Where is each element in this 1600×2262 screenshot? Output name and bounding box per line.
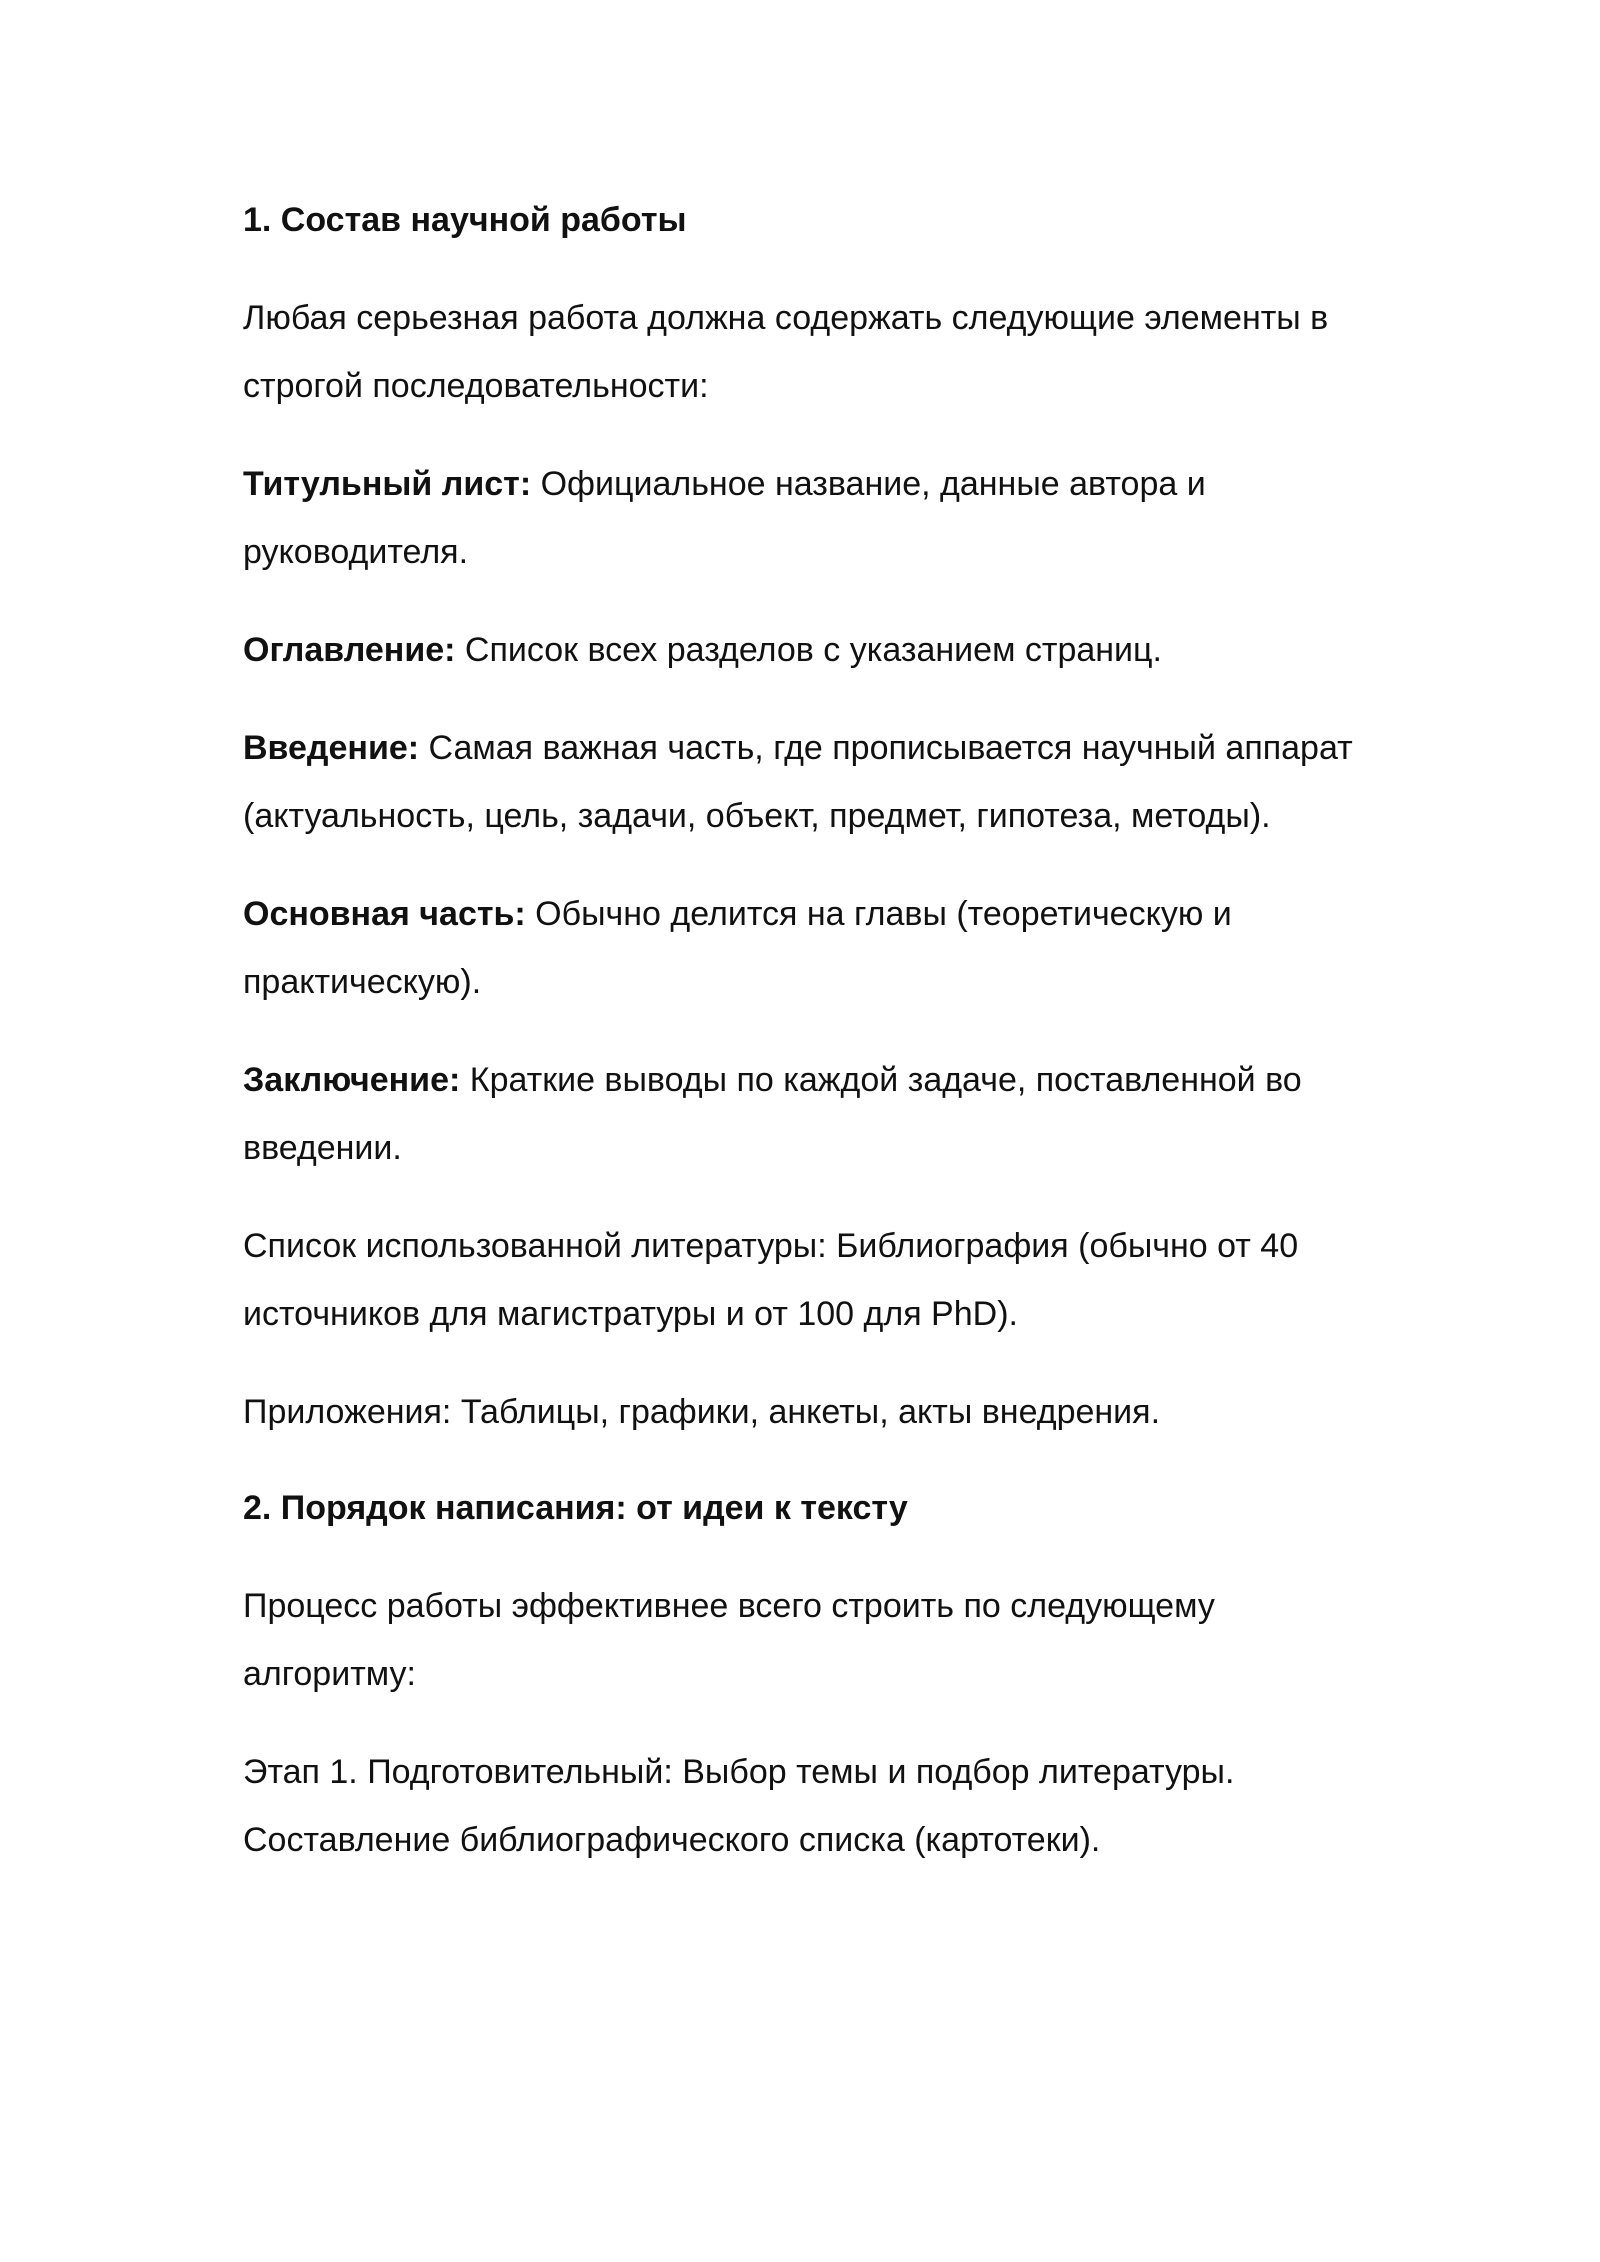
list-item-conclusion: [243, 1046, 1373, 1182]
item-term: Введение:: [243, 729, 420, 767]
document-body: [243, 188, 1373, 1904]
list-item-main-part: [243, 880, 1373, 1016]
item-term: Оглавление:: [243, 631, 456, 669]
item-text: Список всех разделов с указанием страниц.: [455, 631, 1162, 669]
item-text: Обычно делится на главы (теоретическую и практическую).: [243, 895, 1232, 1001]
section-intro-1: Любая серьезная работа должна содержать следующие элементы в строгой последовательности:: [243, 299, 1329, 405]
item-text: Официальное название, данные автора и руководителя.: [243, 465, 1206, 571]
step-1: Этап 1. Подготовительный: Выбор темы и подбор литературы. Составление библиографического списка (картотеки).: [243, 1753, 1235, 1859]
section-heading-2: 2. Порядок написания: от идеи к тексту: [243, 1489, 908, 1527]
item-term: Основная часть:: [243, 895, 526, 933]
list-item-appendices: Приложения: Таблицы, графики, анкеты, акты внедрения.: [243, 1393, 1161, 1431]
list-item-references: Список использованной литературы: Библиография (обычно от 40 источников для магистратуры и от 100 для PhD).: [243, 1227, 1299, 1333]
list-item-introduction: [243, 714, 1373, 850]
list-item-title-page: [243, 450, 1373, 586]
item-text: Самая важная часть, где прописывается научный аппарат (актуальность, цель, задачи, объект, предмет, гипотеза, методы).: [243, 729, 1353, 835]
item-text: Краткие выводы по каждой задаче, поставленной во введении.: [243, 1061, 1302, 1167]
item-term: Титульный лист:: [243, 465, 532, 503]
item-term: Заключение:: [243, 1061, 461, 1099]
section-intro-2: Процесс работы эффективнее всего строить по следующему алгоритму:: [243, 1587, 1215, 1693]
list-item-contents: [243, 616, 1373, 684]
section-heading-1: 1. Состав научной работы: [243, 201, 687, 239]
